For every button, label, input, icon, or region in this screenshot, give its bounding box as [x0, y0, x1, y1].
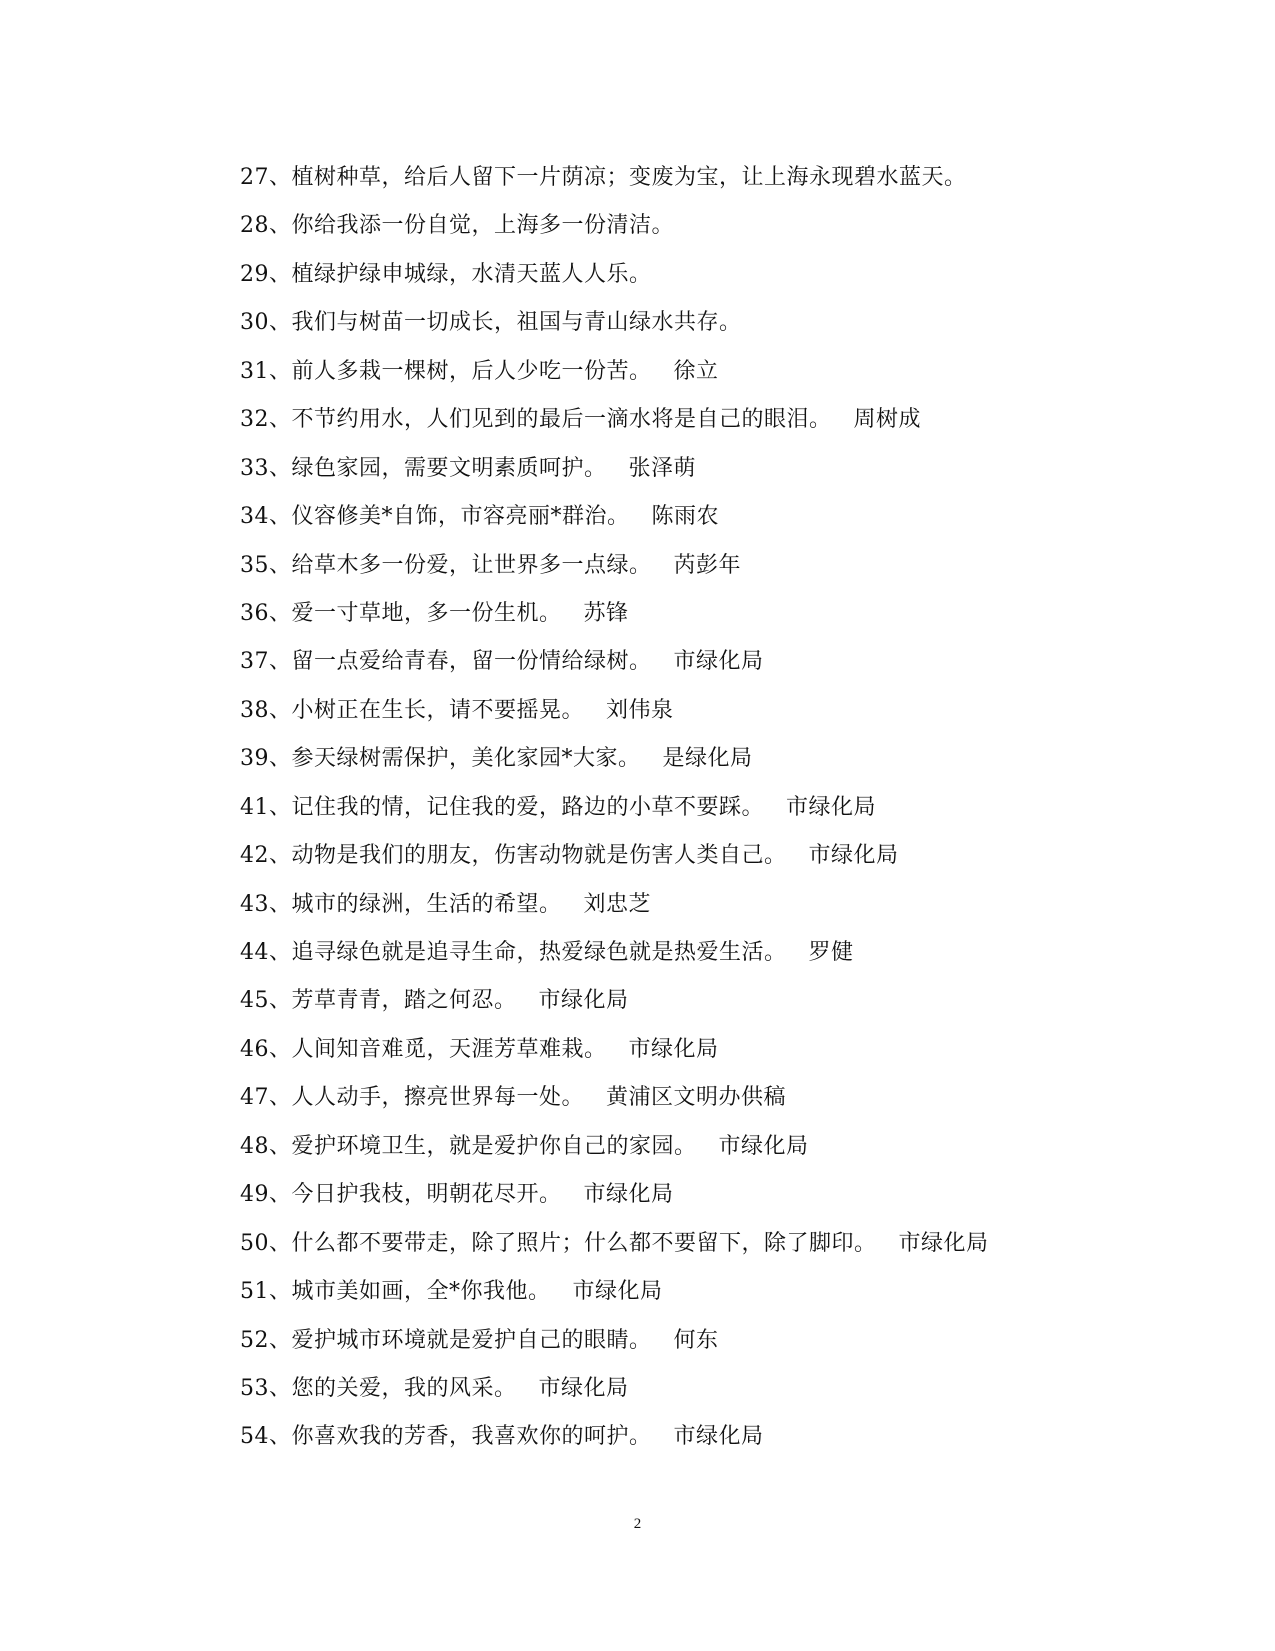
slogan-text: 33、绿色家园，需要文明素质呵护。 [240, 455, 607, 481]
slogan-text: 44、追寻绿色就是追寻生命，热爱绿色就是热爱生活。 [240, 940, 787, 965]
slogan-item [240, 251, 1240, 299]
slogan-item [240, 445, 1240, 493]
slogan-item [240, 832, 1240, 880]
slogan-text: 29、植绿护绿申城绿，水清天蓝人人乐。 [240, 261, 652, 287]
slogan-item [240, 590, 1240, 638]
slogan-item [240, 1317, 1240, 1365]
slogan-text: 34、仪容修美*自饰，市容亮丽*群治。 [240, 504, 630, 530]
slogan-author: 市绿化局 [583, 1182, 674, 1208]
slogan-author: 是绿化局 [662, 746, 753, 772]
slogan-author: 罗健 [808, 940, 854, 965]
slogan-item [240, 638, 1240, 686]
slogan-text: 32、不节约用水，人们见到的最后一滴水将是自己的眼泪。 [240, 407, 832, 433]
slogan-text: 37、留一点爱给青春，留一份情给绿树。 [240, 649, 652, 675]
slogan-item [240, 1171, 1240, 1219]
slogan-author: 市绿化局 [673, 1424, 764, 1450]
slogan-list [240, 154, 1240, 1462]
slogan-text: 54、你喜欢我的芳香，我喜欢你的呵护。 [240, 1424, 652, 1450]
slogan-item [240, 1268, 1240, 1316]
slogan-item [240, 299, 1240, 347]
slogan-item [240, 202, 1240, 250]
slogan-author: 刘伟泉 [606, 697, 674, 723]
slogan-text: 28、你给我添一份自觉，上海多一份清洁。 [240, 213, 674, 239]
slogan-item [240, 687, 1240, 735]
slogan-author: 何东 [673, 1327, 719, 1353]
slogan-text: 52、爱护城市环境就是爱护自己的眼睛。 [240, 1327, 652, 1353]
slogan-author: 市绿化局 [898, 1230, 989, 1256]
slogan-author: 市绿化局 [572, 1279, 663, 1305]
slogan-item [240, 154, 1240, 202]
slogan-item [240, 396, 1240, 444]
slogan-text: 30、我们与树苗一切成长，祖国与青山绿水共存。 [240, 310, 742, 336]
slogan-author: 周树成 [853, 407, 922, 433]
slogan-author: 芮彭年 [673, 552, 742, 578]
slogan-author: 市绿化局 [718, 1133, 809, 1159]
slogan-author: 苏锋 [583, 600, 629, 626]
slogan-text: 47、人人动手，擦亮世界每一处。 [240, 1085, 584, 1111]
slogan-item [240, 1026, 1240, 1074]
slogan-author: 市绿化局 [808, 843, 899, 869]
slogan-item [240, 929, 1240, 977]
slogan-author: 市绿化局 [538, 1375, 629, 1401]
slogan-author: 市绿化局 [786, 794, 877, 820]
slogan-text: 27、植树种草，给后人留下一片荫凉；变废为宝，让上海永现碧水蓝天。 [240, 165, 967, 190]
slogan-author: 张泽萌 [628, 455, 697, 481]
slogan-text: 38、小树正在生长，请不要摇晃。 [240, 697, 584, 723]
slogan-item [240, 542, 1240, 590]
slogan-text: 41、记住我的情，记住我的爱，路边的小草不要踩。 [240, 794, 764, 820]
slogan-text: 35、给草木多一份爱，让世界多一点绿。 [240, 552, 652, 578]
slogan-item [240, 1365, 1240, 1413]
slogan-text: 39、参天绿树需保护，美化家园*大家。 [240, 746, 641, 772]
slogan-text: 42、动物是我们的朋友，伤害动物就是伤害人类自己。 [240, 843, 787, 869]
slogan-item [240, 881, 1240, 929]
slogan-item [240, 493, 1240, 541]
slogan-text: 43、城市的绿洲，生活的希望。 [240, 891, 562, 917]
slogan-author: 黄浦区文明办供稿 [606, 1085, 787, 1111]
slogan-text: 50、什么都不要带走，除了照片；什么都不要留下，除了脚印。 [240, 1230, 877, 1256]
slogan-item [240, 735, 1240, 783]
slogan-text: 49、今日护我枝，明朝花尽开。 [240, 1182, 562, 1208]
slogan-text: 51、城市美如画，全*你我他。 [240, 1279, 551, 1305]
slogan-author: 徐立 [673, 358, 719, 384]
page-number: 2 [633, 1516, 642, 1532]
slogan-author: 市绿化局 [538, 988, 629, 1014]
slogan-item [240, 784, 1240, 832]
slogan-item [240, 1413, 1240, 1461]
slogan-text: 48、爱护环境卫生，就是爱护你自己的家园。 [240, 1133, 697, 1159]
slogan-item [240, 348, 1240, 396]
slogan-item [240, 1074, 1240, 1122]
slogan-item [240, 1220, 1240, 1268]
slogan-item [240, 977, 1240, 1025]
slogan-author: 陈雨农 [651, 504, 720, 530]
slogan-author: 刘忠芝 [583, 891, 652, 917]
slogan-author: 市绿化局 [628, 1036, 719, 1062]
slogan-item [240, 1123, 1240, 1171]
slogan-text: 53、您的关爱，我的风采。 [240, 1375, 517, 1401]
slogan-text: 36、爱一寸草地，多一份生机。 [240, 600, 562, 626]
slogan-text: 46、人间知音难觅，天涯芳草难栽。 [240, 1036, 607, 1062]
slogan-text: 45、芳草青青，踏之何忍。 [240, 988, 517, 1014]
slogan-text: 31、前人多栽一棵树，后人少吃一份苦。 [240, 358, 652, 384]
slogan-author: 市绿化局 [673, 649, 764, 675]
